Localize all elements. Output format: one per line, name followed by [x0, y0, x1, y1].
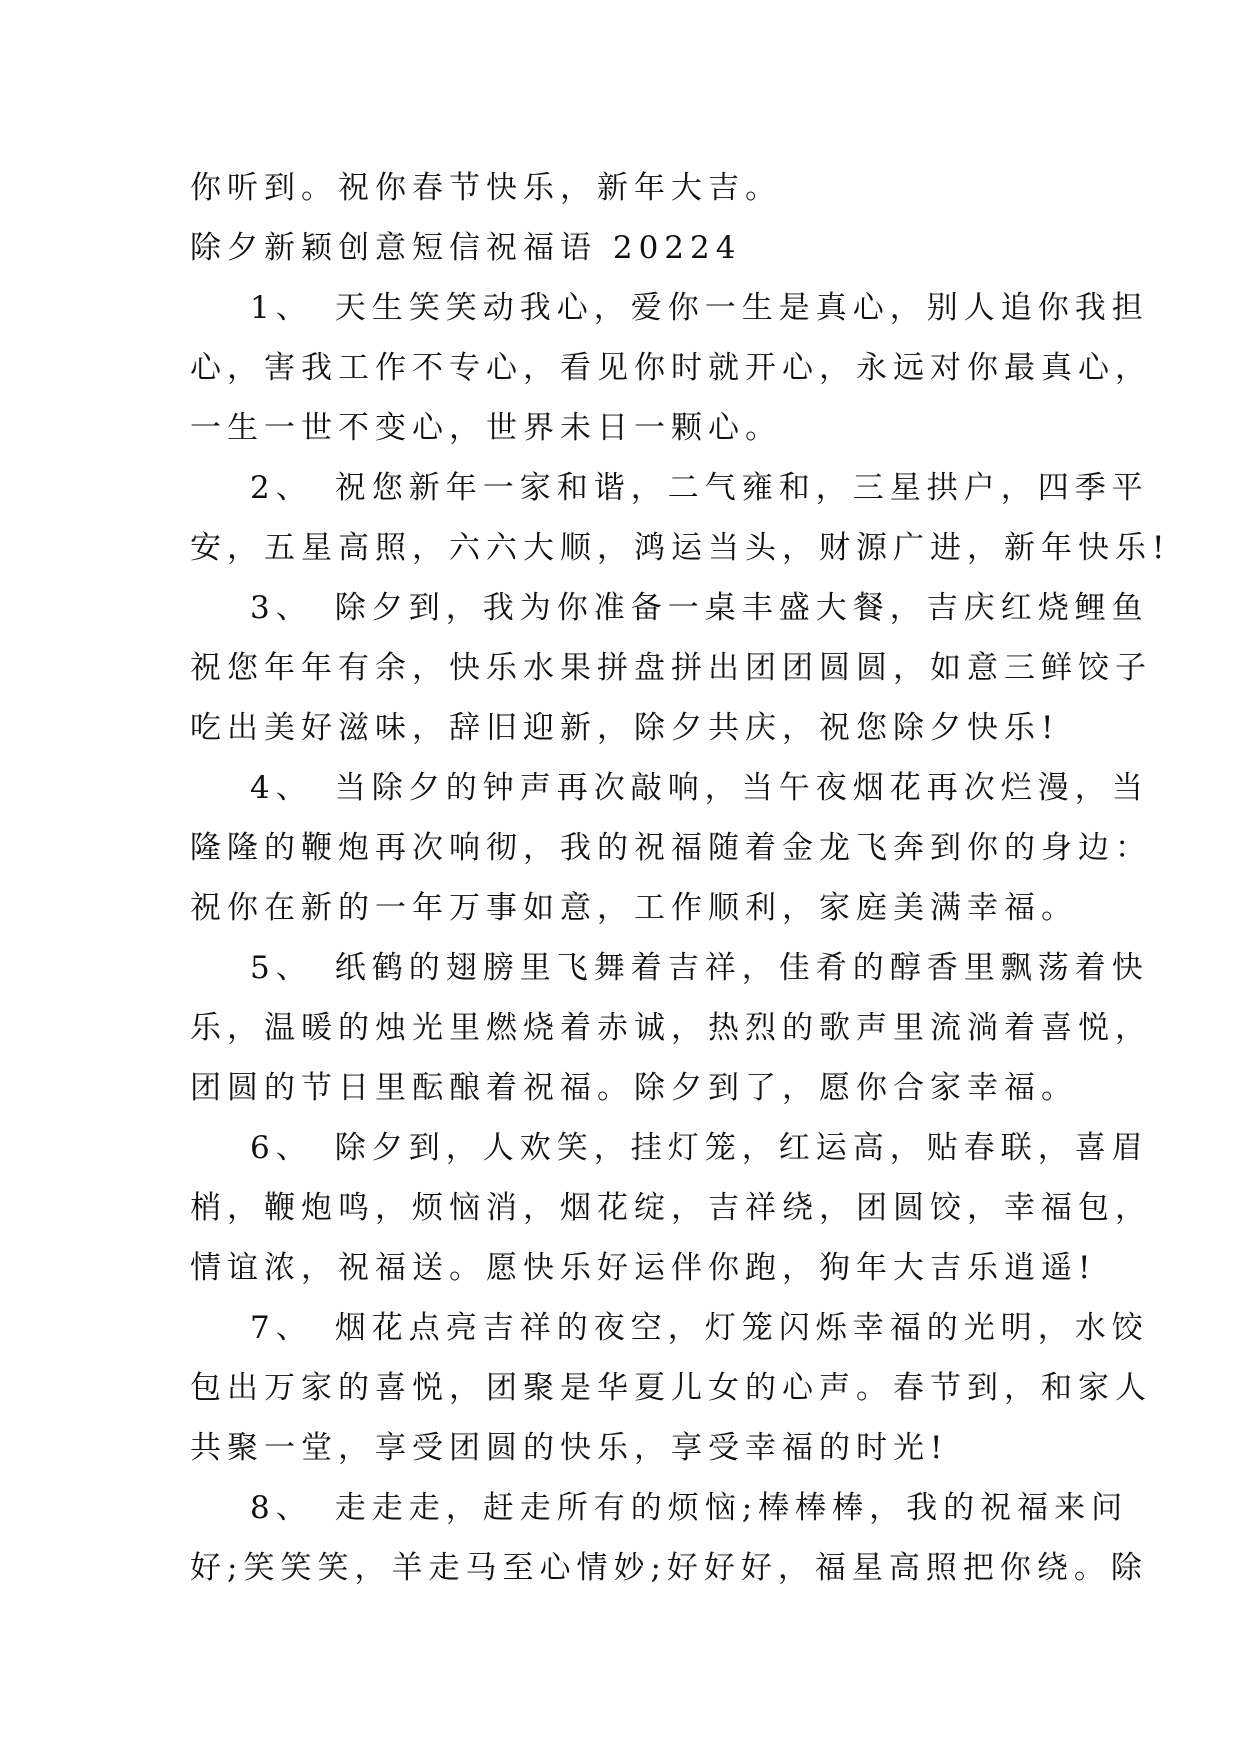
item-number: 5、: [250, 950, 313, 986]
item-text: 除夕到，人欢笑，挂灯笼，红运高，贴春联，喜眉: [334, 1130, 1149, 1166]
item-text: 纸鹤的翅膀里飞舞着吉祥，佳肴的醇香里飘荡着快: [334, 950, 1149, 986]
section-title: 除夕新颖创意短信祝福语 20224: [190, 230, 742, 266]
list-item-8-first-line: [250, 1488, 1128, 1528]
item-text: 天生笑笑动我心，爱你一生是真心，别人追你我担: [334, 290, 1149, 326]
list-item-5-first-line: [250, 948, 1149, 988]
list-item-5-line-3: 团圆的节日里酝酿着祝福。除夕到了，愿你合家幸福。: [190, 1070, 1078, 1106]
list-item-7-line-2: 包出万家的喜悦，团聚是华夏儿女的心声。春节到，和家人: [190, 1370, 1152, 1406]
item-number: 8、: [250, 1490, 313, 1526]
list-item-2-line-2: 安，五星高照，六六大顺，鸿运当头，财源广进，新年快乐!: [190, 530, 1171, 566]
list-item-7-first-line: [250, 1308, 1149, 1348]
item-text: 当除夕的钟声再次敲响，当午夜烟花再次烂漫，当: [334, 770, 1149, 806]
item-number: 1、: [250, 290, 313, 326]
list-item-2-first-line: [250, 468, 1149, 508]
list-item-6-line-2: 梢，鞭炮鸣，烦恼消，烟花绽，吉祥绕，团圆饺，幸福包，: [190, 1190, 1152, 1226]
item-text: 走走走，赶走所有的烦恼;棒棒棒，我的祝福来问: [334, 1490, 1129, 1526]
item-text: 祝您新年一家和谐，二气雍和，三星拱户，四季平: [334, 470, 1149, 506]
list-item-3-line-3: 吃出美好滋味，辞旧迎新，除夕共庆，祝您除夕快乐!: [190, 710, 1060, 746]
item-text: 烟花点亮吉祥的夜空，灯笼闪烁幸福的光明，水饺: [334, 1310, 1149, 1346]
list-item-1-first-line: [250, 288, 1149, 328]
list-item-4-first-line: [250, 768, 1149, 808]
list-item-1-line-2: 心，害我工作不专心，看见你时就开心，永远对你最真心，: [190, 350, 1152, 386]
item-text: 除夕到，我为你准备一桌丰盛大餐，吉庆红烧鲤鱼: [334, 590, 1149, 626]
list-item-1-line-3: 一生一世不变心，世界未日一颗心。: [190, 410, 782, 446]
list-item-3-line-2: 祝您年年有余，快乐水果拼盘拼出团团圆圆，如意三鲜饺子: [190, 650, 1152, 686]
list-item-8-line-2: 好;笑笑笑，羊走马至心情妙;好好好，福星高照把你绕。除: [190, 1550, 1148, 1586]
list-item-4-line-2: 隆隆的鞭炮再次响彻，我的祝福随着金龙飞奔到你的身边：: [190, 830, 1152, 866]
item-number: 7、: [250, 1310, 313, 1346]
list-item-3-first-line: [250, 588, 1149, 628]
list-item-6-first-line: [250, 1128, 1149, 1168]
list-item-5-line-2: 乐，温暖的烛光里燃烧着赤诚，热烈的歌声里流淌着喜悦，: [190, 1010, 1152, 1046]
item-number: 3、: [250, 590, 313, 626]
item-number: 4、: [250, 770, 313, 806]
item-number: 6、: [250, 1130, 313, 1166]
list-item-7-line-3: 共聚一堂，享受团圆的快乐，享受幸福的时光!: [190, 1430, 949, 1466]
list-item-4-line-3: 祝你在新的一年万事如意，工作顺利，家庭美满幸福。: [190, 890, 1078, 926]
opening-line: 你听到。祝你春节快乐，新年大吉。: [190, 170, 782, 206]
list-item-6-line-3: 情谊浓，祝福送。愿快乐好运伴你跑，狗年大吉乐逍遥!: [190, 1250, 1097, 1286]
item-number: 2、: [250, 470, 313, 506]
